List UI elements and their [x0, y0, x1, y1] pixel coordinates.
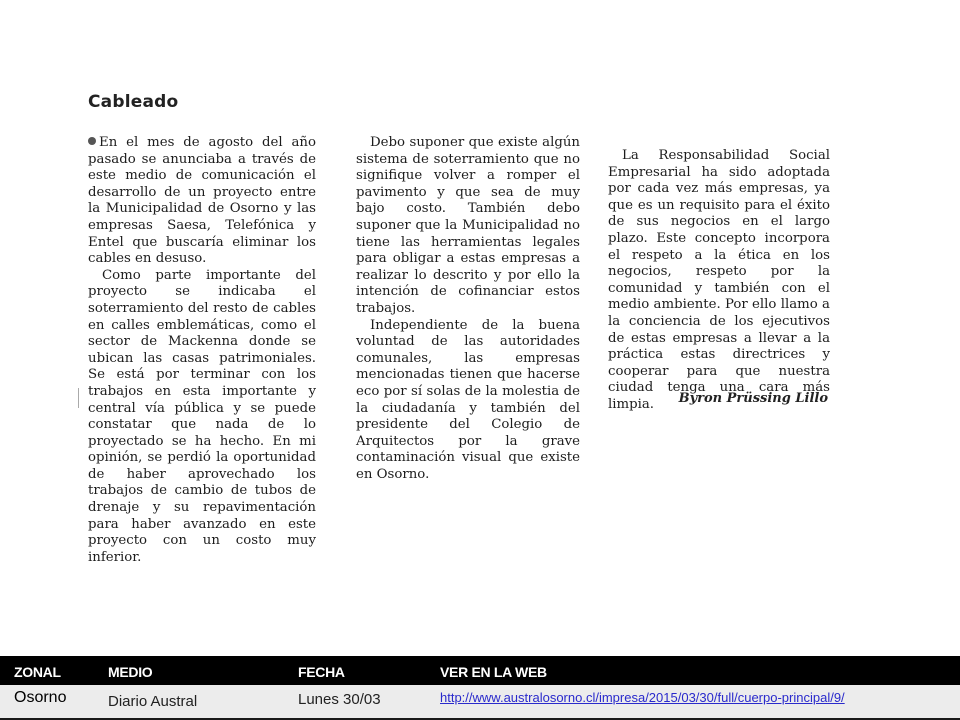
- header-medio: MEDIO: [108, 664, 153, 680]
- newspaper-clipping: [80, 90, 850, 565]
- header-fecha: FECHA: [298, 664, 345, 680]
- cell-zonal: Osorno: [14, 689, 67, 706]
- info-table: [0, 656, 960, 720]
- web-link[interactable]: http://www.australosorno.cl/impresa/2015/03/30/full/cuerpo-principal/9/: [440, 690, 845, 705]
- article-paragraph: Independiente de la buena voluntad de las autoridades comunales, las empresas mencionadas tienen que hacerse eco por sí solas de la molestia de la ciudadanía y también del presidente del Colegio de Arquitectos por la grave contaminación visual que existe en Osorno.: [356, 317, 580, 482]
- article-paragraph: Debo suponer que existe algún sistema de soterramiento que no signifique volver a romper el pavimento y que sea de muy bajo costo. También debo suponer que la Municipalidad no tiene las herramientas legales para obligar a estas empresas a realizar lo descrito y por ello la intención de cofinanciar estos trabajos.: [356, 135, 580, 316]
- article-column-3: [608, 148, 830, 414]
- article-paragraph: Como parte importante del proyecto se indicaba el soterramiento del resto de cables en calles emblemáticas, como el sector de Mackenna donde se ubican las casas patrimoniales. Se está por terminar con los trabajos en esta importante y central vía pública y se puede constatar que nada de lo proyectado se ha hecho. En mi opinión, se perdió la oportunidad de haber aprovechado los trabajos de cambio de tubos de drenaje y su repavimentación para haber avanzado en este proyecto con un costo muy inferior.: [88, 267, 316, 565]
- cell-fecha: Lunes 30/03: [298, 691, 381, 708]
- article-paragraph: [88, 135, 316, 268]
- table-header: [0, 656, 960, 685]
- article-column-2: [356, 135, 580, 483]
- header-zonal: ZONAL: [14, 664, 61, 680]
- article-author: Byron Prüssing Lillo: [678, 391, 828, 406]
- scan-artifact: [78, 388, 79, 408]
- table-row: [0, 685, 960, 720]
- article-headline: Cableado: [88, 92, 179, 112]
- bullet-icon: [88, 137, 96, 145]
- header-web: VER EN LA WEB: [440, 664, 547, 680]
- article-paragraph: La Responsabilidad Social Empresarial ha sido adoptada por cada vez más empresas, ya que es un requisito para el éxito de sus negocios en el largo plazo. Este concepto incorpora el respeto a la ética en los negocios, respeto por la comunidad y también con el medio ambiente. Por ello llamo a la conciencia de los ejecutivos de estas empresas a llevar a la práctica estas directrices y cooperar para que nuestra ciudad tenga una cara más limpia.: [608, 148, 830, 412]
- paragraph-text: En el mes de agosto del año pasado se anunciaba a través de este medio de comunicación el desarrollo de un proyecto entre la Municipalidad de Osorno y las empresas Saesa, Telefónica y Entel que buscaría eliminar los cables en desuso.: [88, 135, 316, 267]
- article-column-1: [88, 135, 316, 566]
- cell-medio: Diario Austral: [108, 693, 198, 710]
